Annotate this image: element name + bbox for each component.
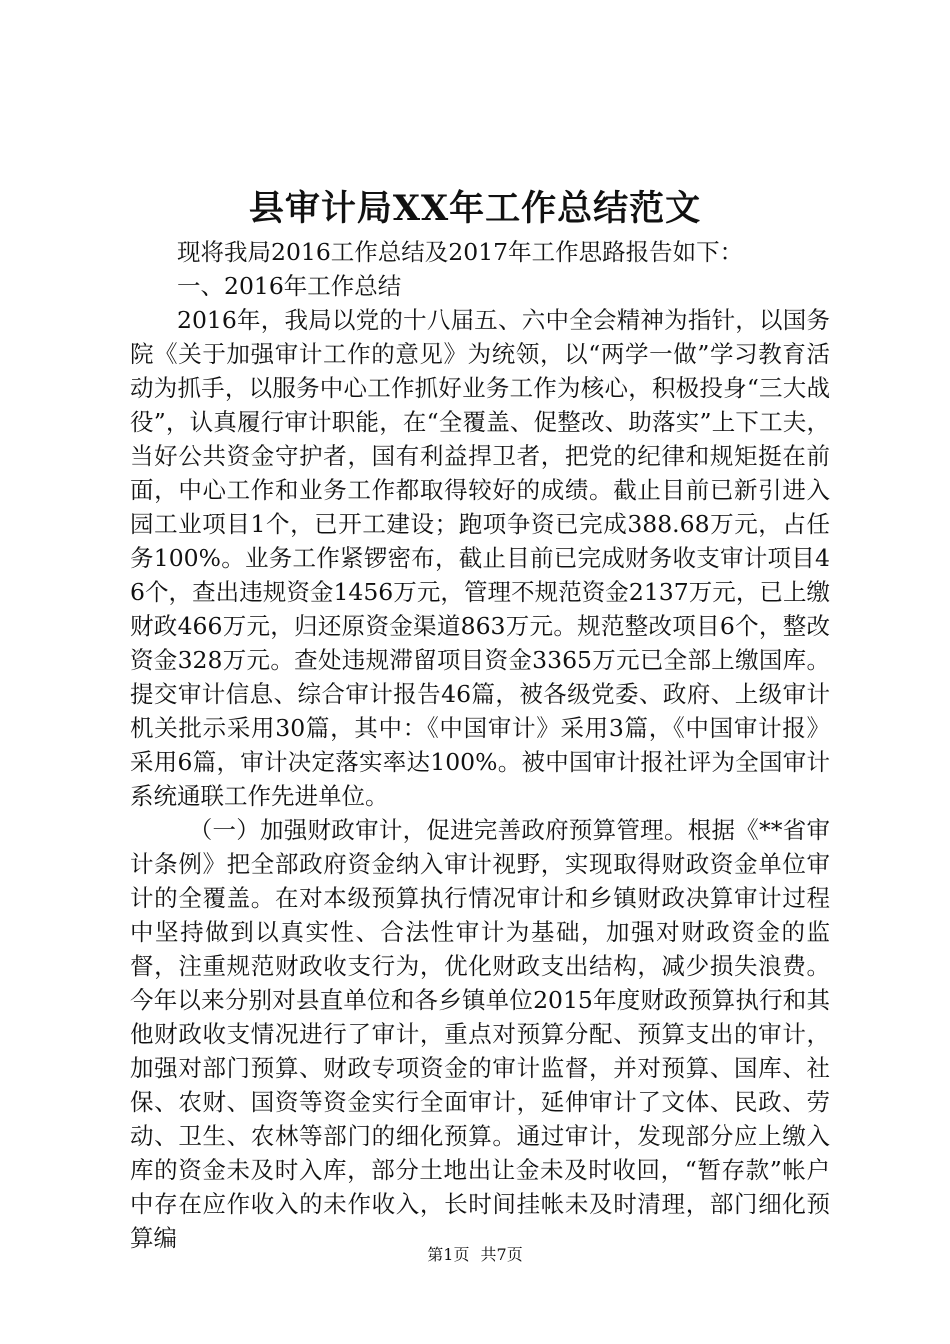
- summary-paragraph: 2016年，我局以党的十八届五、六中全会精神为指针，以国务院《关于加强审计工作的意见》为统领，以“两学一做”学习教育活动为抓手，以服务中心工作抓好业务工作为核心，积极投身“三大战役”，认真履行审计职能，在“全覆盖、促整改、助落实”上下工夫，当好公共资金守护者，国有利益捍卫者，把党的纪律和规矩挺在前面，中心工作和业务工作都取得较好的成绩。截止目前已新引进入园工业项目1个，已开工建设；跑项争资已完成388.68万元，占任务100%。业务工作紧锣密布，截止目前已完成财务收支审计项目46个，查出违规资金1456万元，管理不规范资金2137万元，已上缴财政466万元，归还原资金渠道863万元。规范整改项目6个，整改资金328万元。查处违规滞留项目资金3365万元已全部上缴国库。提交审计信息、综合审计报告46篇，被各级党委、政府、上级审计机关批示采用30篇，其中：《中国审计》采用3篇，《中国审计报》采用6篇，审计决定落实率达100%。被中国审计报社评为全国审计系统通联工作先进单位。: [130, 306, 830, 810]
- document-title: 县审计局XX年工作总结范文: [248, 188, 702, 229]
- intro-paragraph: 现将我局2016工作总结及2017年工作思路报告如下：: [177, 238, 744, 266]
- document-body: [130, 235, 830, 1255]
- page-total: 共7页: [480, 1245, 523, 1264]
- page-number: 第1页: [427, 1245, 470, 1264]
- page-footer: [0, 1243, 950, 1267]
- subsection-paragraph: （一）加强财政审计，促进完善政府预算管理。根据《**省审计条例》把全部政府资金纳入审计视野，实现取得财政资金单位审计的全覆盖。在对本级预算执行情况审计和乡镇财政决算审计过程中坚持做到以真实性、合法性审计为基础，加强对财政资金的监督，注重规范财政收支行为，优化财政支出结构，减少损失浪费。今年以来分别对县直单位和各乡镇单位2015年度财政预算执行和其他财政收支情况进行了审计，重点对预算分配、预算支出的审计，加强对部门预算、财政专项资金的审计监督，并对预算、国库、社保、农财、国资等资金实行全面审计，延伸审计了文体、民政、劳动、卫生、农林等部门的细化预算。通过审计，发现部分应上缴入库的资金未及时入库，部分土地出让金未及时收回，“暂存款”帐户中存在应作收入的未作收入，长时间挂帐未及时清理，部门细化预算编: [130, 816, 830, 1252]
- section-heading: 一、2016年工作总结: [177, 272, 402, 300]
